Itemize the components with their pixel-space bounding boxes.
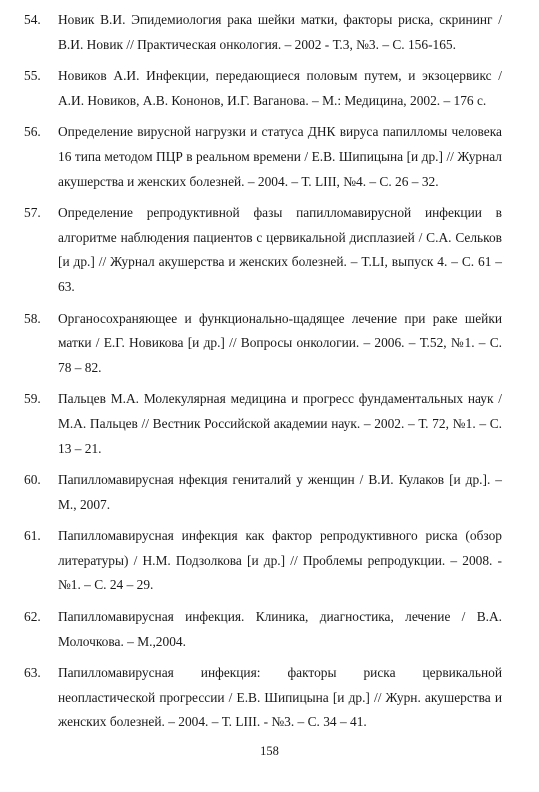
reference-text: Определение вирусной нагрузки и статуса ДНК вируса папилломы человека 16 типа методом ПЦР в реальном времени / Е.В. Шипицына [и др.] // Журнал акушерства и женских болезней. – 2004. – Т. LIII, №4. – С. 26 – 32. xyxy=(58,124,502,189)
reference-text: Новиков А.И. Инфекции, передающиеся половым путем, и экзоцервикс / А.И. Новиков, А.В. Кононов, И.Г. Ваганова. – М.: Медицина, 2002. – 176 с. xyxy=(58,68,502,108)
reference-number: 62. xyxy=(24,609,41,625)
reference-number: 57. xyxy=(24,205,41,221)
reference-number: 56. xyxy=(24,124,41,140)
page-number: 158 xyxy=(260,744,279,758)
reference-item xyxy=(24,387,502,461)
reference-text: Папилломавирусная инфекция. Клиника, диагностика, лечение / В.А. Молочкова. – М.,2004. xyxy=(58,609,502,649)
reference-item xyxy=(24,661,502,735)
reference-text: Органосохраняющее и функционально-щадящее лечение при раке шейки матки / Е.Г. Новикова [и др.] // Вопросы онкологии. – 2006. – Т.52, №1. – С. 78 – 82. xyxy=(58,310,502,375)
reference-text: Новик В.И. Эпидемиология рака шейки матки, факторы риска, скрининг / В.И. Новик // Практическая онкология. – 2002 - Т.3, №3. – С. 156-165. xyxy=(58,12,502,52)
reference-list xyxy=(24,8,502,742)
reference-item xyxy=(24,201,502,299)
reference-item xyxy=(24,605,502,654)
reference-text: Папилломавирусная инфекция как фактор репродуктивного риска (обзор литературы) / Н.М. Подзолкова [и др.] // Проблемы репродукции. – 2008. - №1. – С. 24 – 29. xyxy=(58,528,502,593)
reference-number: 63. xyxy=(24,665,41,681)
reference-text: Папилломавирусная инфекция: факторы риска цервикальной неопластической прогрессии / Е.В. Шипицына [и др.] // Журн. акушерства и женских болезней. – 2004. – Т. LIII. - №3. – С. 34 – 41. xyxy=(58,665,502,730)
reference-item xyxy=(24,524,502,598)
reference-number: 61. xyxy=(24,528,41,544)
reference-number: 55. xyxy=(24,68,41,84)
reference-item xyxy=(24,468,502,517)
reference-number: 59. xyxy=(24,391,41,407)
reference-number: 58. xyxy=(24,310,41,326)
reference-item xyxy=(24,120,502,194)
reference-number: 60. xyxy=(24,472,41,488)
reference-item xyxy=(24,8,502,57)
reference-text: Папилломавирусная нфекция гениталий у женщин / В.И. Кулаков [и др.]. – М., 2007. xyxy=(58,472,502,512)
reference-text: Пальцев М.А. Молекулярная медицина и прогресс фундаментальных наук / М.А. Пальцев // Вестник Российской академии наук. – 2002. – Т. 72, №1. – С. 13 – 21. xyxy=(58,391,502,456)
reference-text: Определение репродуктивной фазы папилломавирусной инфекции в алгоритме наблюдения пациентов с цервикальной дисплазией / С.А. Сельков [и др.] // Журнал акушерства и женских болезней. – T.LI, выпуск 4. – С. 61 – 63. xyxy=(58,205,502,294)
reference-item xyxy=(24,64,502,113)
reference-item xyxy=(24,307,502,381)
reference-number: 54. xyxy=(24,12,41,27)
